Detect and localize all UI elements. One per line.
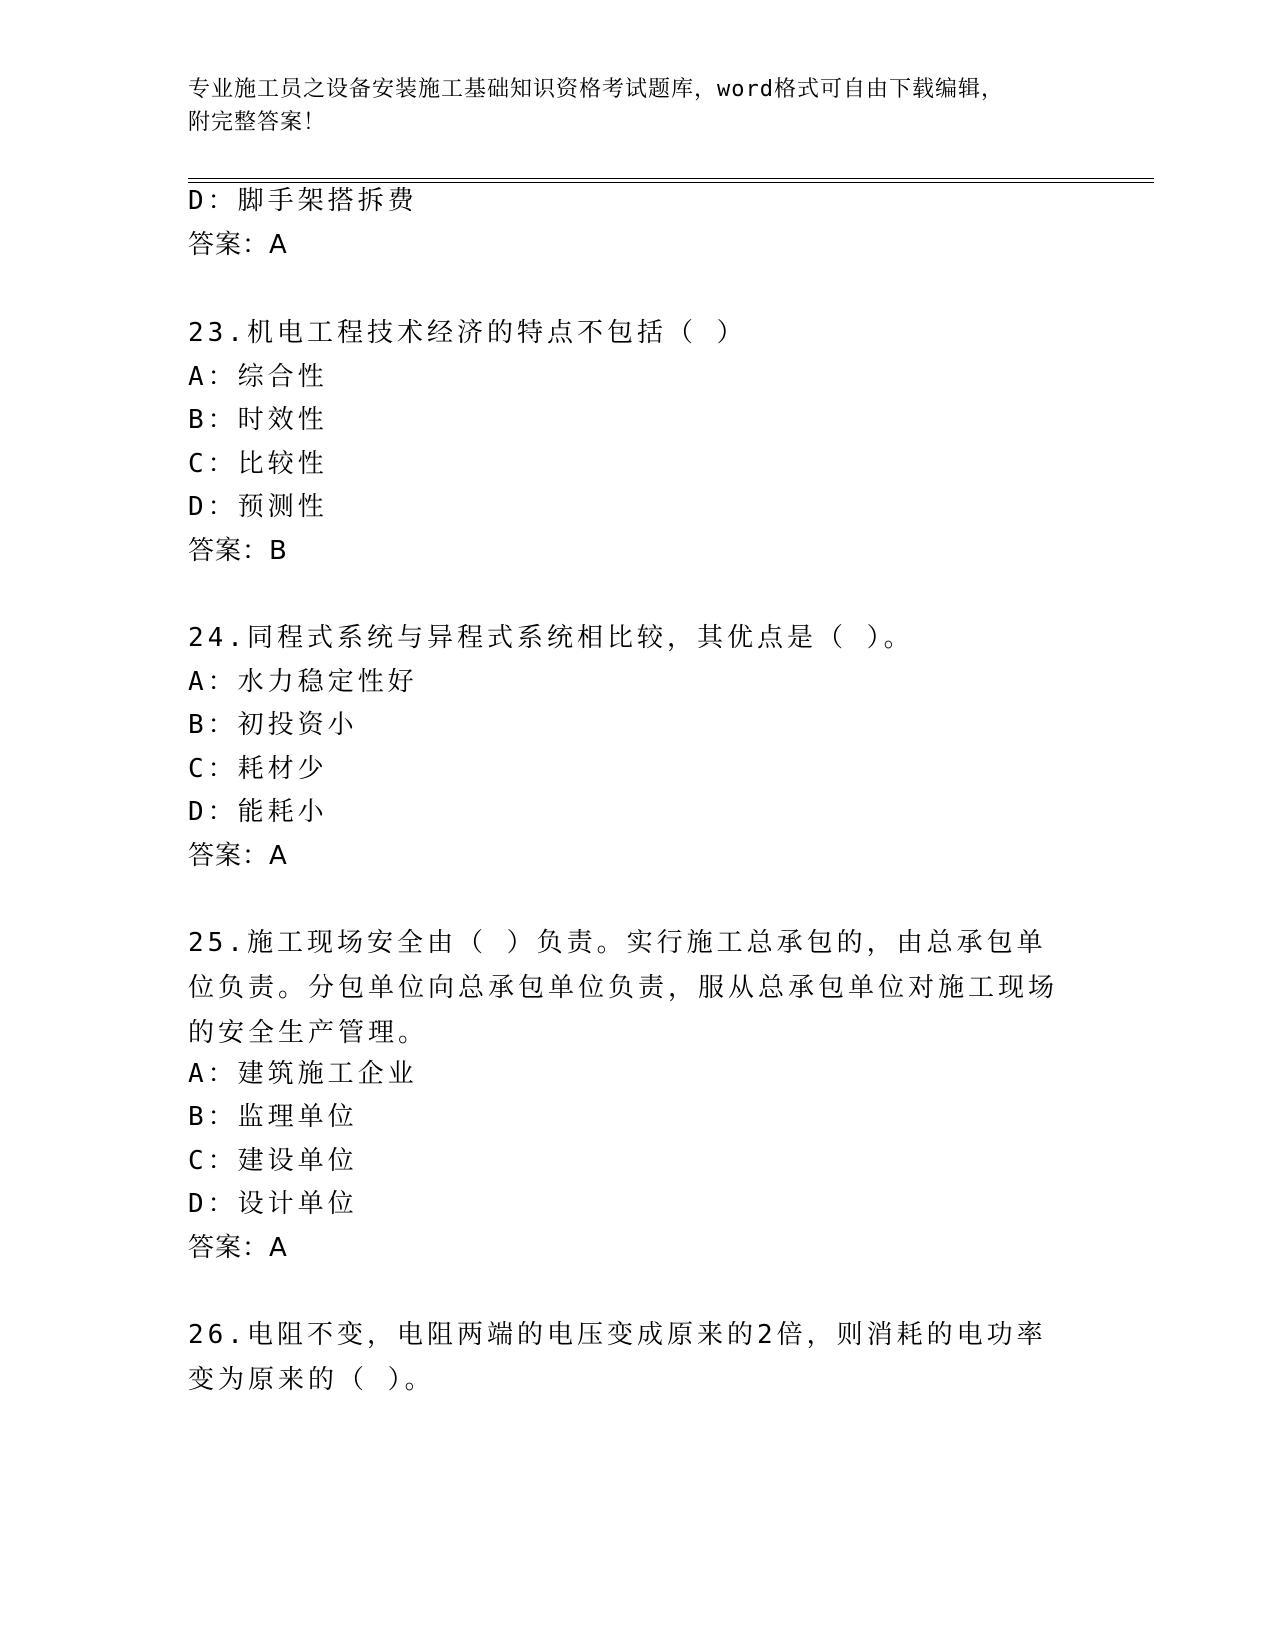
- header-divider: [188, 178, 1154, 183]
- q24-stem: 24.同程式系统与异程式系统相比较，其优点是（ ）。: [188, 623, 914, 653]
- q25-option-b: B：监理单位: [188, 1102, 358, 1132]
- prev-option-d: D：脚手架搭拆费: [188, 186, 418, 216]
- q25-stem: 25.施工现场安全由（ ）负责。实行施工总承包的，由总承包单位负责。分包单位向总承包单位负责，服从总承包单位对施工现场的安全生产管理。: [188, 928, 1059, 1048]
- q23-option-d: D：预测性: [188, 492, 328, 522]
- q24-option-b: B：初投资小: [188, 710, 358, 740]
- q25-answer: 答案：A: [188, 1233, 288, 1263]
- header-line-1: 专业施工员之设备安装施工基础知识资格考试题库，word格式可自由下载编辑，: [188, 77, 1004, 102]
- q24-option-a: A：水力稳定性好: [188, 667, 418, 697]
- q24-option-d: D：能耗小: [188, 797, 328, 827]
- q23-option-b: B：时效性: [188, 405, 328, 435]
- q23-option-a: A：综合性: [188, 362, 328, 392]
- document-header: [188, 73, 1088, 139]
- header-line-2: 附完整答案！: [188, 110, 327, 135]
- q25-option-c: C：建设单位: [188, 1146, 358, 1176]
- q23-stem: 23.机电工程技术经济的特点不包括（ ）: [188, 318, 747, 348]
- prev-answer: 答案：A: [188, 230, 288, 260]
- q26-stem: 26.电阻不变，电阻两端的电压变成原来的2倍，则消耗的电功率变为原来的（ ）。: [188, 1320, 1047, 1395]
- q24-answer: 答案：A: [188, 841, 288, 871]
- q24-option-c: C：耗材少: [188, 754, 328, 784]
- q25-option-a: A：建筑施工企业: [188, 1059, 418, 1089]
- q23-option-c: C：比较性: [188, 449, 328, 479]
- q23-answer: 答案：B: [188, 536, 288, 566]
- q25-option-d: D：设计单位: [188, 1189, 358, 1219]
